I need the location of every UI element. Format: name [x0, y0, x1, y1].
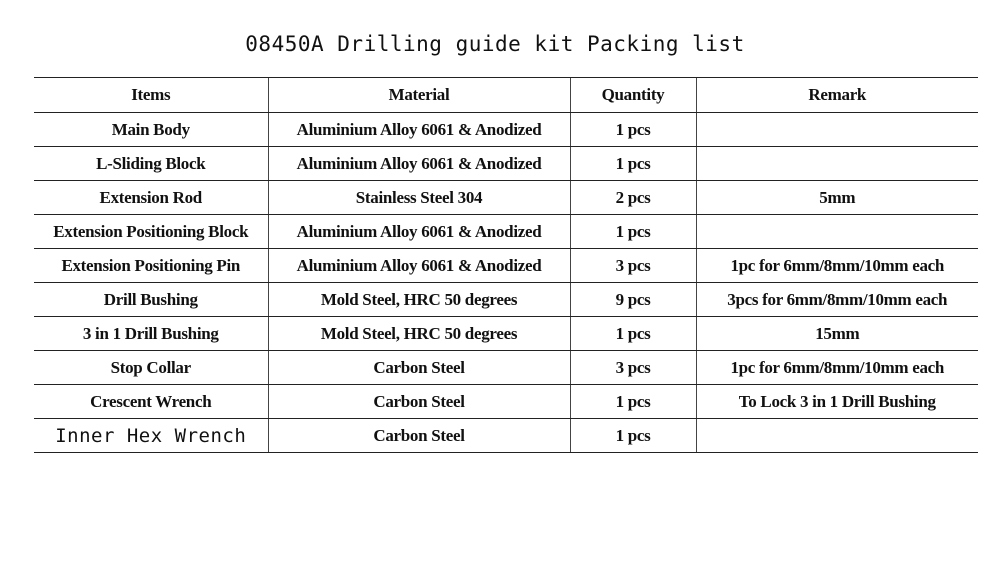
- table-row: [34, 385, 978, 419]
- material-cell: Aluminium Alloy 6061 & Anodized: [268, 249, 570, 283]
- material-cell: Stainless Steel 304: [268, 181, 570, 215]
- remark-cell: [696, 147, 978, 181]
- item-cell: Extension Rod: [34, 181, 268, 215]
- material-cell: Aluminium Alloy 6061 & Anodized: [268, 147, 570, 181]
- remark-cell: 3pcs for 6mm/8mm/10mm each: [696, 283, 978, 317]
- remark-cell: 1pc for 6mm/8mm/10mm each: [696, 351, 978, 385]
- quantity-cell: 1 pcs: [570, 317, 696, 351]
- quantity-cell: 1 pcs: [570, 385, 696, 419]
- quantity-cell: 9 pcs: [570, 283, 696, 317]
- remark-cell: [696, 215, 978, 249]
- header-remark: Remark: [696, 78, 978, 113]
- table-row: [34, 351, 978, 385]
- material-cell: Mold Steel, HRC 50 degrees: [268, 317, 570, 351]
- item-cell: Crescent Wrench: [34, 385, 268, 419]
- quantity-cell: 1 pcs: [570, 147, 696, 181]
- item-cell: Stop Collar: [34, 351, 268, 385]
- packing-list-table: [34, 77, 978, 453]
- header-quantity: Quantity: [570, 78, 696, 113]
- item-cell: Main Body: [34, 113, 268, 147]
- quantity-cell: 3 pcs: [570, 351, 696, 385]
- table-row: [34, 181, 978, 215]
- table-row: [34, 419, 978, 453]
- item-cell: Extension Positioning Pin: [34, 249, 268, 283]
- document-title: 08450A Drilling guide kit Packing list: [245, 32, 745, 56]
- material-cell: Carbon Steel: [268, 419, 570, 453]
- table-row: [34, 215, 978, 249]
- item-cell: Inner Hex Wrench: [34, 419, 268, 453]
- table-row: [34, 283, 978, 317]
- table-row: [34, 113, 978, 147]
- remark-cell: 5mm: [696, 181, 978, 215]
- item-cell: L-Sliding Block: [34, 147, 268, 181]
- material-cell: Carbon Steel: [268, 385, 570, 419]
- header-row: [34, 78, 978, 113]
- material-cell: Aluminium Alloy 6061 & Anodized: [268, 215, 570, 249]
- table-row: [34, 249, 978, 283]
- remark-cell: [696, 113, 978, 147]
- table-row: [34, 317, 978, 351]
- quantity-cell: 2 pcs: [570, 181, 696, 215]
- material-cell: Aluminium Alloy 6061 & Anodized: [268, 113, 570, 147]
- remark-cell: To Lock 3 in 1 Drill Bushing: [696, 385, 978, 419]
- header-items: Items: [34, 78, 268, 113]
- item-cell: 3 in 1 Drill Bushing: [34, 317, 268, 351]
- remark-cell: [696, 419, 978, 453]
- material-cell: Carbon Steel: [268, 351, 570, 385]
- table-row: [34, 147, 978, 181]
- quantity-cell: 1 pcs: [570, 113, 696, 147]
- remark-cell: 1pc for 6mm/8mm/10mm each: [696, 249, 978, 283]
- quantity-cell: 1 pcs: [570, 419, 696, 453]
- remark-cell: 15mm: [696, 317, 978, 351]
- header-material: Material: [268, 78, 570, 113]
- quantity-cell: 1 pcs: [570, 215, 696, 249]
- material-cell: Mold Steel, HRC 50 degrees: [268, 283, 570, 317]
- item-cell: Drill Bushing: [34, 283, 268, 317]
- quantity-cell: 3 pcs: [570, 249, 696, 283]
- item-cell: Extension Positioning Block: [34, 215, 268, 249]
